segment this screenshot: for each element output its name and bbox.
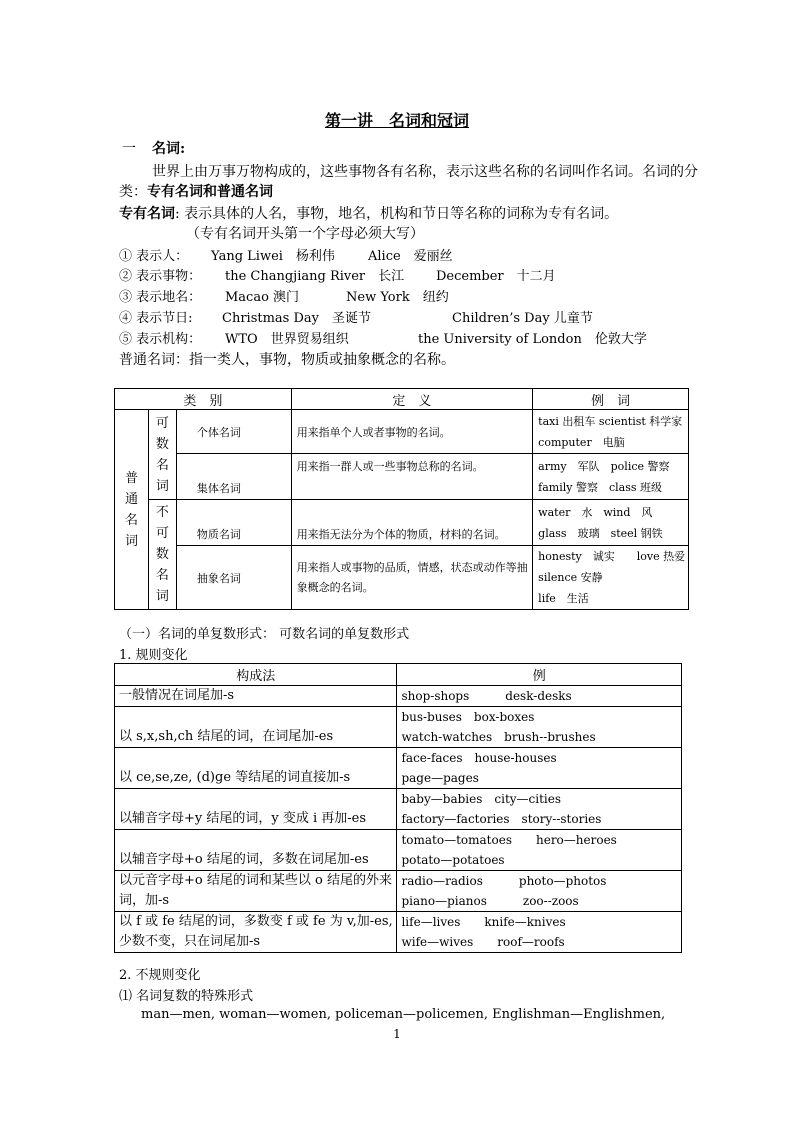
noun-definition: 用来指无法分为个体的物质，材料的名词。 (291, 500, 532, 546)
list-item: ① 表示人： (119, 249, 189, 264)
table-row (115, 830, 682, 871)
noun-classification-table (114, 388, 689, 610)
rule-text: 以辅音字母+o 结尾的词，多数在词尾加-es (115, 830, 397, 871)
noun-examples: water 水 wind 风 glass 玻璃 steel 钢铁 (533, 500, 689, 546)
list-item: ③ 表示地名： (119, 290, 202, 305)
common-noun-definition: 普通名词：指一类人，事物，物质或抽象概念的名称。 (119, 352, 455, 368)
table-row (115, 707, 682, 748)
header-example: 例 (397, 664, 682, 686)
common-noun-group-label: 普 通 名 词 (115, 410, 149, 610)
proper-noun-definition: 专有名词: 表示具体的人名，事物，地名，机构和节日等名称的词称为专有名词。 (119, 206, 619, 222)
intro-line-1: 世界上由万事万物构成的，这些事物各有名称，表示这些名称的名词叫作名词。名词的分 (152, 164, 698, 180)
regular-change-heading: 1. 规则变化 (119, 648, 188, 663)
plural-rules-table (114, 663, 682, 953)
page-number: 1 (393, 1027, 401, 1041)
table-row (115, 410, 689, 454)
example-text: the University of London 伦敦大学 (418, 332, 647, 347)
example-text: New York 纽约 (346, 290, 449, 305)
countable-noun-label: 可 数 名 词 (148, 410, 176, 500)
section-number: 一 (122, 141, 136, 157)
table-header-row (115, 389, 689, 410)
example-text: December 十二月 (436, 269, 556, 284)
rule-text: 以元音字母+o 结尾的词和某些以 o 结尾的外来词，加-s (115, 871, 397, 912)
noun-definition: 用来指单个人或者事物的名词。 (291, 410, 532, 454)
example-text: Christmas Day 圣诞节 (222, 311, 371, 326)
table-row (115, 912, 682, 953)
example-text: the Changjiang River 长江 (225, 269, 405, 284)
noun-definition: 用来指一群人或一些事物总称的名词。 (291, 454, 532, 500)
irregular-examples: man—men, woman—women, policeman—policemen, Englishman—Englishmen, (141, 1007, 666, 1022)
uncountable-noun-label: 不 可 数 名 词 (148, 500, 176, 610)
rule-text: 一般情况在词尾加-s (115, 686, 397, 707)
example-text: Alice 爱丽丝 (368, 249, 453, 264)
example-text: Children’s Day 儿童节 (452, 311, 593, 326)
rule-examples: tomato—tomatoes hero—heroes potato—potatoes (397, 830, 682, 871)
header-category: 类 别 (115, 389, 292, 410)
noun-kind: 物质名词 (176, 500, 291, 546)
noun-examples: taxi 出租车 scientist 科学家 computer 电脑 (533, 410, 689, 454)
example-text: Yang Liwei 杨利伟 (211, 249, 335, 264)
noun-kind: 集体名词 (176, 454, 291, 500)
intro-line-2: 类：专有名词和普通名词 (119, 184, 273, 200)
page-title: 第一讲 名词和冠词 (324, 111, 469, 130)
rule-text: 以 f 或 fe 结尾的词，多数变 f 或 fe 为 v,加-es,少数不变，只在词尾加-s (115, 912, 397, 953)
table-row (115, 500, 689, 546)
table-row (115, 454, 689, 500)
table-row (115, 748, 682, 789)
example-text: Macao 澳门 (225, 290, 300, 305)
rule-text: 以 ce,se,ze, (d)ge 等结尾的词直接加-s (115, 748, 397, 789)
header-examples: 例 词 (533, 389, 689, 410)
rule-examples: shop-shops desk-desks (397, 686, 682, 707)
header-definition: 定 义 (291, 389, 532, 410)
irregular-change-heading: 2. 不规则变化 (119, 968, 201, 983)
rule-text: 以 s,x,sh,ch 结尾的词，在词尾加-es (115, 707, 397, 748)
rule-examples: face-faces house-houses page—pages (397, 748, 682, 789)
table-row (115, 871, 682, 912)
table-row (115, 686, 682, 707)
list-item: ② 表示事物： (119, 269, 202, 284)
plural-heading: （一）名词的单复数形式： 可数名词的单复数形式 (119, 627, 410, 642)
list-item: ④ 表示节日: (119, 311, 193, 326)
rule-examples: baby—babies city—cities factory—factories story--stories (397, 789, 682, 830)
table-row (115, 546, 689, 610)
example-text: WTO 世界贸易组织 (225, 332, 349, 347)
table-row (115, 789, 682, 830)
irregular-subheading: ⑴ 名词复数的特殊形式 (119, 989, 254, 1004)
noun-examples: honesty 诚实 love 热爱 silence 安静 life 生活 (533, 546, 689, 610)
rule-text: 以辅音字母+y 结尾的词，y 变成 i 再加-es (115, 789, 397, 830)
section-heading: 名词: (152, 141, 186, 157)
noun-definition: 用来指人或事物的品质，情感，状态或动作等抽象概念的名词。 (291, 546, 532, 610)
table-header-row (115, 664, 682, 686)
header-rule: 构成法 (115, 664, 397, 686)
rule-examples: life—lives knife—knives wife—wives roof—roofs (397, 912, 682, 953)
rule-examples: radio—radios photo—photos piano—pianos zoo--zoos (397, 871, 682, 912)
rule-examples: bus-buses box-boxes watch-watches brush--brushes (397, 707, 682, 748)
list-item: ⑤ 表示机构： (119, 332, 202, 347)
noun-kind: 个体名词 (176, 410, 291, 454)
proper-noun-note: （专有名词开头第一个字母必须大写） (186, 226, 424, 242)
noun-examples: army 军队 police 警察 family 警察 class 班级 (533, 454, 689, 500)
noun-kind: 抽象名词 (176, 546, 291, 610)
